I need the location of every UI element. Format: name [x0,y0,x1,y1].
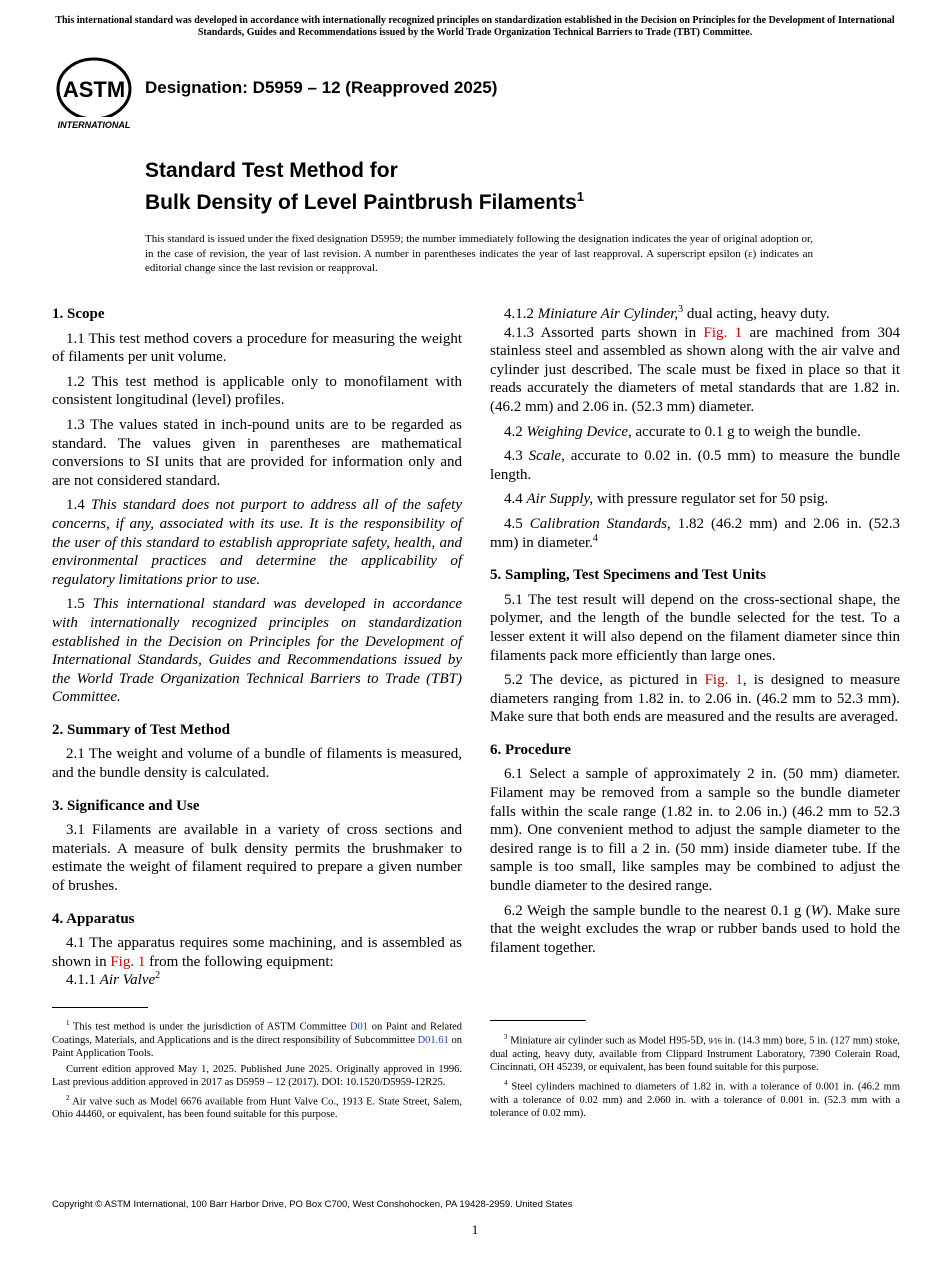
paragraph: 1.4 This standard does not purport to address all of the safety concerns, if any, associated with its use. It is the responsibility of the user of this standard to establish appropriate safety, health, and environmental practices and determine the applicability of regulatory limitations prior to use. [52,497,463,588]
section-heading: 1. Scope [52,306,105,322]
astm-logo [52,55,136,133]
paragraph: 3.1 Filaments are available in a variety of cross sections and materials. A measure of bulk density permits the brushmaker to estimate the weight of filament required to prepare a given number of brushes. [52,822,462,895]
page-number: 1 [471,1222,479,1237]
footnote-ref: 2 [155,970,161,982]
paragraph: 2.1 The weight and volume of a bundle of filaments is measured, and the bundle density is calculated. [52,746,462,782]
paragraph: 1.5 This international standard was developed in accordance with internationally recognized principles on standardization established in the Decision on Principles for the Development of International Standards, Guides and Recommendations issued by the World Trade Organization Technical Barriers to Trade (TBT) Committee. [52,596,463,706]
footnote: Current edition approved May 1, 2025. Published June 2025. Originally approved in 1996. Last previous addition approved in 2017 as D5959 – 12 (2017). DOI: 10.1520/D5959-12R25. [52,1063,462,1089]
footnote: $^4$ Steel cylinders machined to diameters of 1.82 in. with a tolerance of 0.001 in. (46.2 mm with a tolerance of 0.02 mm) and 2.060 in. with a tolerance of 0.001 in. (52.3 mm with a tolerance of 0.02 mm). [490,1078,900,1120]
right-column [490,305,900,963]
footnote-rule [490,1020,586,1021]
section-heading: 5. Sampling, Test Specimens and Test Units [490,567,766,584]
left-column [52,305,462,996]
paragraph: 4.5 Calibration Standards, 1.82 (46.2 mm) and 2.06 in. (52.3 mm) in diameter.$^4$ [490,515,900,551]
copyright: Copyright © ASTM International, 100 Barr Harbor Drive, PO Box C700, West Conshohocken, PA 19428-2959. United States [52,1199,573,1210]
paragraph: 6.1 Select a sample of approximately 2 in. (50 mm) diameter. Filament may be removed from a sample so the bundle diameter falls within the scale range (1.82 in. to 2.06 in.) (46.2 mm to 52.3 mm). One convenient method to adjust the sample diameter to the desired range is to fill a 2 in. (50 mm) inside diameter tube. If the sample is too small, like samples may be combined to adjust the bundle diameter to the desired range. [490,766,900,895]
paragraph: 1.2 This test method is applicable only to monofilament with consistent longitudinal (level) profiles. [52,373,462,409]
paragraph: 5.2 The device, as pictured in Fig. 1, is designed to measure diameters ranging from 1.82 in. to 2.06 in. (46.2 mm to 52.3 mm). Make sure that both ends are measured and the results are averaged. [490,672,901,726]
figure-link[interactable]: Fig. 1 [704,672,743,689]
section-heading: 4. Apparatus [52,910,135,927]
footnotes-right [490,1031,900,1122]
paragraph: 4.2 Weighing Device, accurate to 0.1 g to weigh the bundle. [504,423,861,440]
title-line-2: Bulk Density of Level Paintbrush Filaments$^1$ [145,189,584,214]
section-heading: 2. Summary of Test Method [52,721,230,738]
logo-wordmark: INTERNATIONAL [57,120,131,130]
paragraph: 4.4 Air Supply, with pressure regulator set for 50 psig. [504,491,829,508]
title-line-1: Standard Test Method for [145,159,398,182]
paragraph: 1.3 The values stated in inch-pound units are to be regarded as standard. The values given in parentheses are mathematical conversions to SI units that are provided for information only and are not considered standard. [52,416,462,489]
committee-link[interactable]: D01 [349,1021,369,1033]
section-heading: 6. Procedure [490,741,572,758]
footnote: $^1$ This test method is under the jurisdiction of ASTM Committee D01 on Paint and Related Coatings, Materials, and Applications and is the direct responsibility of Subcommittee D01.61 on Paint Application Tools. [52,1019,463,1060]
logo-mark: ASTM [62,77,126,102]
footnote: $^3$ Miniature air cylinder such as Model H95-5D, 9⁄16 in. (14.3 mm) bore, 5 in. (127 mm) stoke, dual acting, heavy duty, available from Clippard Instrument Laboratory, 7390 Colerain Road, Cincinnati, OH 45239, or equivalent, has been found suitable for this purpose. [490,1033,901,1074]
paragraph: 4.1.2 Miniature Air Cylinder,$^3$ dual acting, heavy duty. [504,304,830,322]
issued-note: This standard is issued under the fixed designation D5959; the number immediately following the designation indicates the year of original adoption or, in the case of revision, the year of last revision. A number in parentheses indicates the year of last reapproval. A superscript epsilon (ε) indicates an editorial change since the last revision or reapproval. [145,233,813,274]
footnote-ref: 3 [678,304,684,315]
paragraph: 4.3 Scale, accurate to 0.02 in. (0.5 mm) to measure the bundle length. [490,448,901,483]
paragraph: 4.1.1 Air Valve$^2$ [66,970,161,989]
footnote-rule [52,1007,148,1008]
paragraph: 4.1.3 Assorted parts shown in Fig. 1 are machined from 304 stainless steel and assembled as shown along with the air valve and cylinder just described. The scale must be fixed in place so that it reads accurately the diameters of metal standards that are 1.82 in. (46.2 mm) and 2.06 in. (52.3 mm) diameter. [490,324,901,415]
document-title [145,158,584,216]
header-notice: This international standard was developed in accordance with internationally recognized principles on standardization established in the Decision on Principles for the Development of International Standards, Guides and Recommendations issued by the World Trade Organization Technical Barriers to Trade (TBT) Committee. [55,15,895,38]
footnote: $^2$ Air valve such as Model 6676 available from Hunt Valve Co., 1913 E. State Street, Salem, Ohio 44460, or equivalent, has been found suitable for this purpose. [52,1093,463,1121]
paragraph: 6.2 Weigh the sample bundle to the nearest 0.1 g (W). Make sure that the weight excludes the wrap or rubber bands used to hold the filament together. [490,902,900,956]
designation: Designation: D5959 – 12 (Reapproved 2025) [145,78,498,97]
paragraph: 5.1 The test result will depend on the cross-sectional shape, the polymer, and the length of the bundle selected for the test. To a lesser extent it will also depend on the filament diameter since thin filaments pack more efficiently than large ones. [490,591,900,664]
subcommittee-link[interactable]: D01.61 [417,1034,449,1046]
paragraph: 1.1 This test method covers a procedure for measuring the weight of filaments per unit volume. [52,330,462,366]
paragraph: 4.1 The apparatus requires some machining, and is assembled as shown in Fig. 1 from the following equipment: [52,935,462,970]
footnote-ref: 4 [592,532,598,544]
figure-link[interactable]: Fig. 1 [110,953,146,970]
section-heading: 3. Significance and Use [52,797,200,814]
figure-link[interactable]: Fig. 1 [703,324,743,341]
footnotes-left [52,1017,462,1124]
title-footnote-mark: 1 [576,189,584,204]
